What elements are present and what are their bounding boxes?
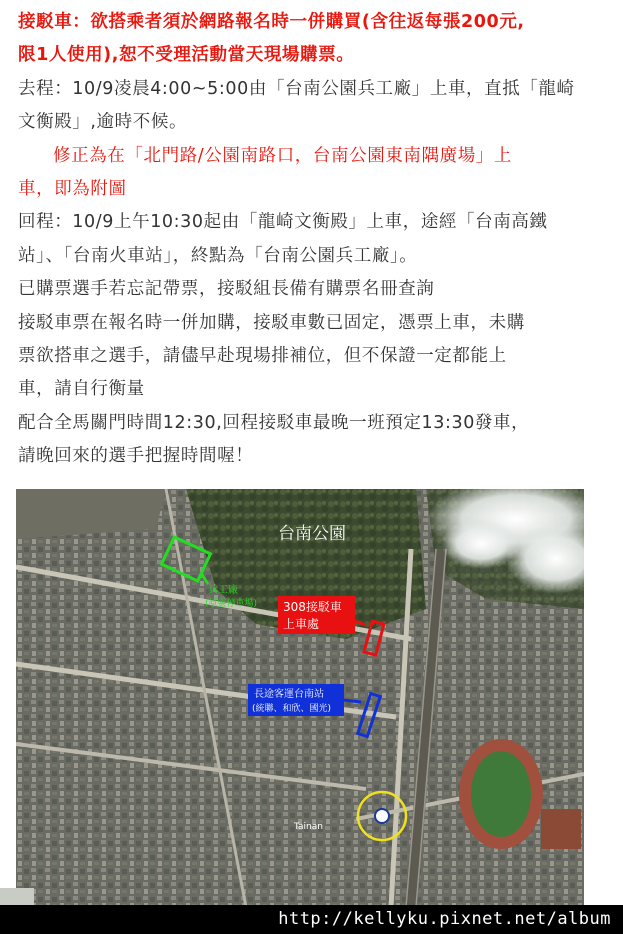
east-court	[541, 809, 581, 849]
bus-arrow-icon	[344, 700, 361, 702]
tainan-label: Tainan	[294, 822, 323, 832]
article-body	[18, 6, 614, 474]
shuttle-paragraph	[18, 307, 614, 407]
correction-line-1: 修正為在「北門路/公園南路口，台南公園東南隅廣場」上	[53, 145, 512, 166]
correction-line-2: 車，即為附圖	[18, 179, 127, 200]
watermark-bar	[0, 905, 623, 934]
map-canvas	[16, 489, 584, 907]
correction-paragraph-cont	[18, 173, 614, 206]
album-url: http://kellyku.pixnet.net/album	[278, 909, 611, 929]
return-line-2: 站」、「台南火車站」，終點為「台南公園兵工廠」。	[18, 245, 418, 266]
park-label: 台南公園	[278, 524, 346, 544]
shuttle-line-1: 接駁車票在報名時一併加購，接駁車數已固定，憑票上車，未購	[18, 312, 525, 333]
notice-line-1: 接駁車：欲搭乘者須於網路報名時一併購買(含往返每張200元,	[18, 12, 525, 32]
shuttle-label-1: 308接駁車	[283, 600, 342, 614]
arsenal-label-2: (原靈停車場)	[205, 599, 258, 609]
sports-field	[471, 751, 531, 837]
return-line-1: 回程：10/9上午10:30起由「龍崎文衡殿」上車，途經「台南高鐵	[18, 212, 548, 233]
train-station-icon	[375, 809, 389, 823]
map-corner-badge	[0, 888, 34, 906]
cloud-small	[441, 519, 521, 569]
shuttle-label-2: 上車處	[283, 617, 320, 631]
closing-paragraph	[18, 407, 614, 474]
outbound-paragraph	[18, 73, 614, 140]
closing-line-1: 配合全馬關門時間12:30,回程接駁車最晚一班預定13:30發車，	[18, 412, 530, 433]
outbound-line-2: 文衡殿」,逾時不候。	[18, 112, 188, 133]
return-paragraph	[18, 206, 614, 273]
arsenal-label-1: 兵工廠	[208, 585, 238, 596]
ticket-check-paragraph	[18, 273, 614, 306]
shuttle-line-2: 票欲搭車之選手，請儘早赴現場排補位，但不保證一定都能上	[18, 346, 507, 367]
shuttle-line-3: 車，請自行衡量	[18, 379, 145, 400]
closing-line-2: 請晚回來的選手把握時間喔！	[18, 446, 254, 467]
notice-heading	[18, 6, 614, 73]
bus-label-1: 長途客運台南站	[254, 689, 324, 700]
bus-label-2: (統聯、和欣、國光)	[252, 704, 332, 714]
satellite-map	[16, 489, 584, 907]
correction-paragraph	[18, 140, 614, 173]
outbound-line-1: 去程：10/9凌晨4:00~5:00由「台南公園兵工廠」上車，直抵「龍崎	[18, 78, 575, 99]
ticket-check-line: 已購票選手若忘記帶票，接駁組長備有購票名冊查詢	[18, 279, 435, 300]
notice-line-2: 限1人使用),恕不受理活動當天現場購票。	[18, 45, 355, 66]
